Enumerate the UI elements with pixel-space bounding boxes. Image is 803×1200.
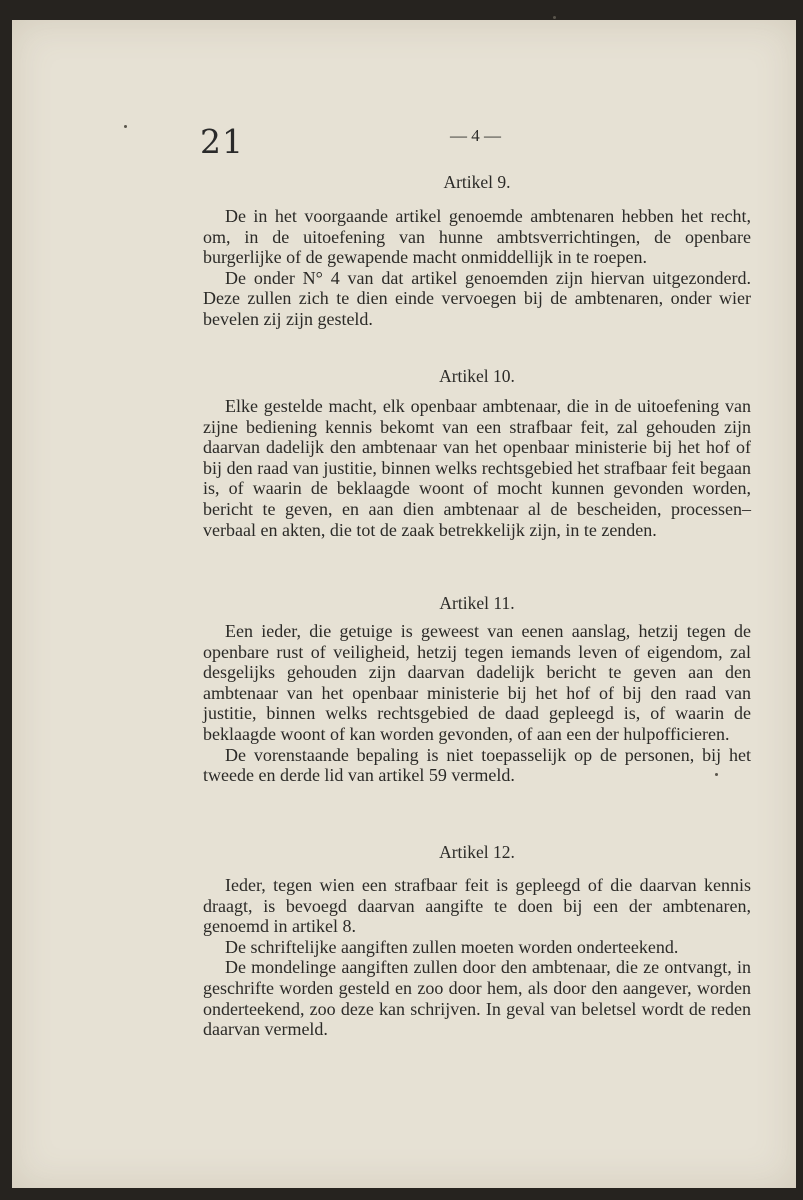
paragraph: De mondelinge aangiften zullen door den ambtenaar, die ze ontvangt, in geschrifte worden gesteld en zoo door hem, als door den aangever, worden onderteekend, zoo deze kan schrijven. In geval van beletsel wordt de reden daarvan vermeld.	[203, 957, 751, 1040]
paper-speck	[124, 125, 127, 128]
paragraph: De in het voorgaande artikel genoemde ambtenaren hebben het recht, om, in de uitoefening van hunne ambtsverrichtingen, de openbare burgerlijke of de gewapende macht onmiddellijk in te roepen.	[203, 206, 751, 268]
paragraph: Een ieder, die getuige is geweest van eenen aanslag, hetzij tegen de openbare rust of veiligheid, hetzij tegen iemands leven of eigendom, zal desgelijks gehouden zijn daarvan dadelijk bericht te geven aan den ambtenaar van het openbaar ministerie bij het hof of bij den raad van justitie, binnen welks rechtsgebied de daad gepleegd is, of waarin de beklaagde woont of kan worden gevonden, of aan een der hulpofficieren.	[203, 621, 751, 744]
paragraph: De schriftelijke aangiften zullen moeten worden onderteekend.	[225, 936, 679, 957]
article-heading: Artikel 9.	[443, 172, 511, 192]
article-body	[203, 875, 751, 1040]
paper-speck	[553, 16, 556, 19]
handwritten-page-number: 21	[200, 122, 244, 161]
paragraph: Ieder, tegen wien een strafbaar feit is gepleegd of die daarvan kennis draagt, is bevoegd daarvan aangifte te doen bij een der ambtenaren, genoemd in artikel 8.	[203, 875, 751, 937]
article-heading: Artikel 10.	[439, 366, 515, 386]
printed-page-number: — 4 —	[450, 126, 501, 145]
article-heading: Artikel 11.	[439, 593, 515, 613]
paragraph: De vorenstaande bepaling is niet toepasselijk op de personen, bij het tweede en derde lid van artikel 59 vermeld.	[203, 744, 751, 786]
paragraph: De onder N° 4 van dat artikel genoemden zijn hiervan uitgezonderd. Deze zullen zich te dien einde vervoegen bij de ambtenaren, onder wier bevelen zij zijn gesteld.	[203, 267, 751, 329]
article-body	[203, 621, 751, 786]
article-heading: Artikel 12.	[439, 842, 515, 862]
paragraph: Elke gestelde macht, elk openbaar ambtenaar, die in de uitoefening van zijne bediening kennis bekomt van een strafbaar feit, zal gehouden zijn daarvan dadelijk den ambtenaar van het openbaar ministerie bij het hof of bij den raad van justitie, binnen welks rechtsgebied het strafbaar feit begaan is, of waarin de beklaagde woont of mocht kunnen gevonden worden, bericht te geven, en aan dien ambtenaar al de bescheiden, processen–verbaal en akten, die tot de zaak betrekkelijk zijn, in te zenden.	[203, 396, 751, 540]
article-body	[203, 396, 751, 540]
article-body	[203, 206, 751, 330]
